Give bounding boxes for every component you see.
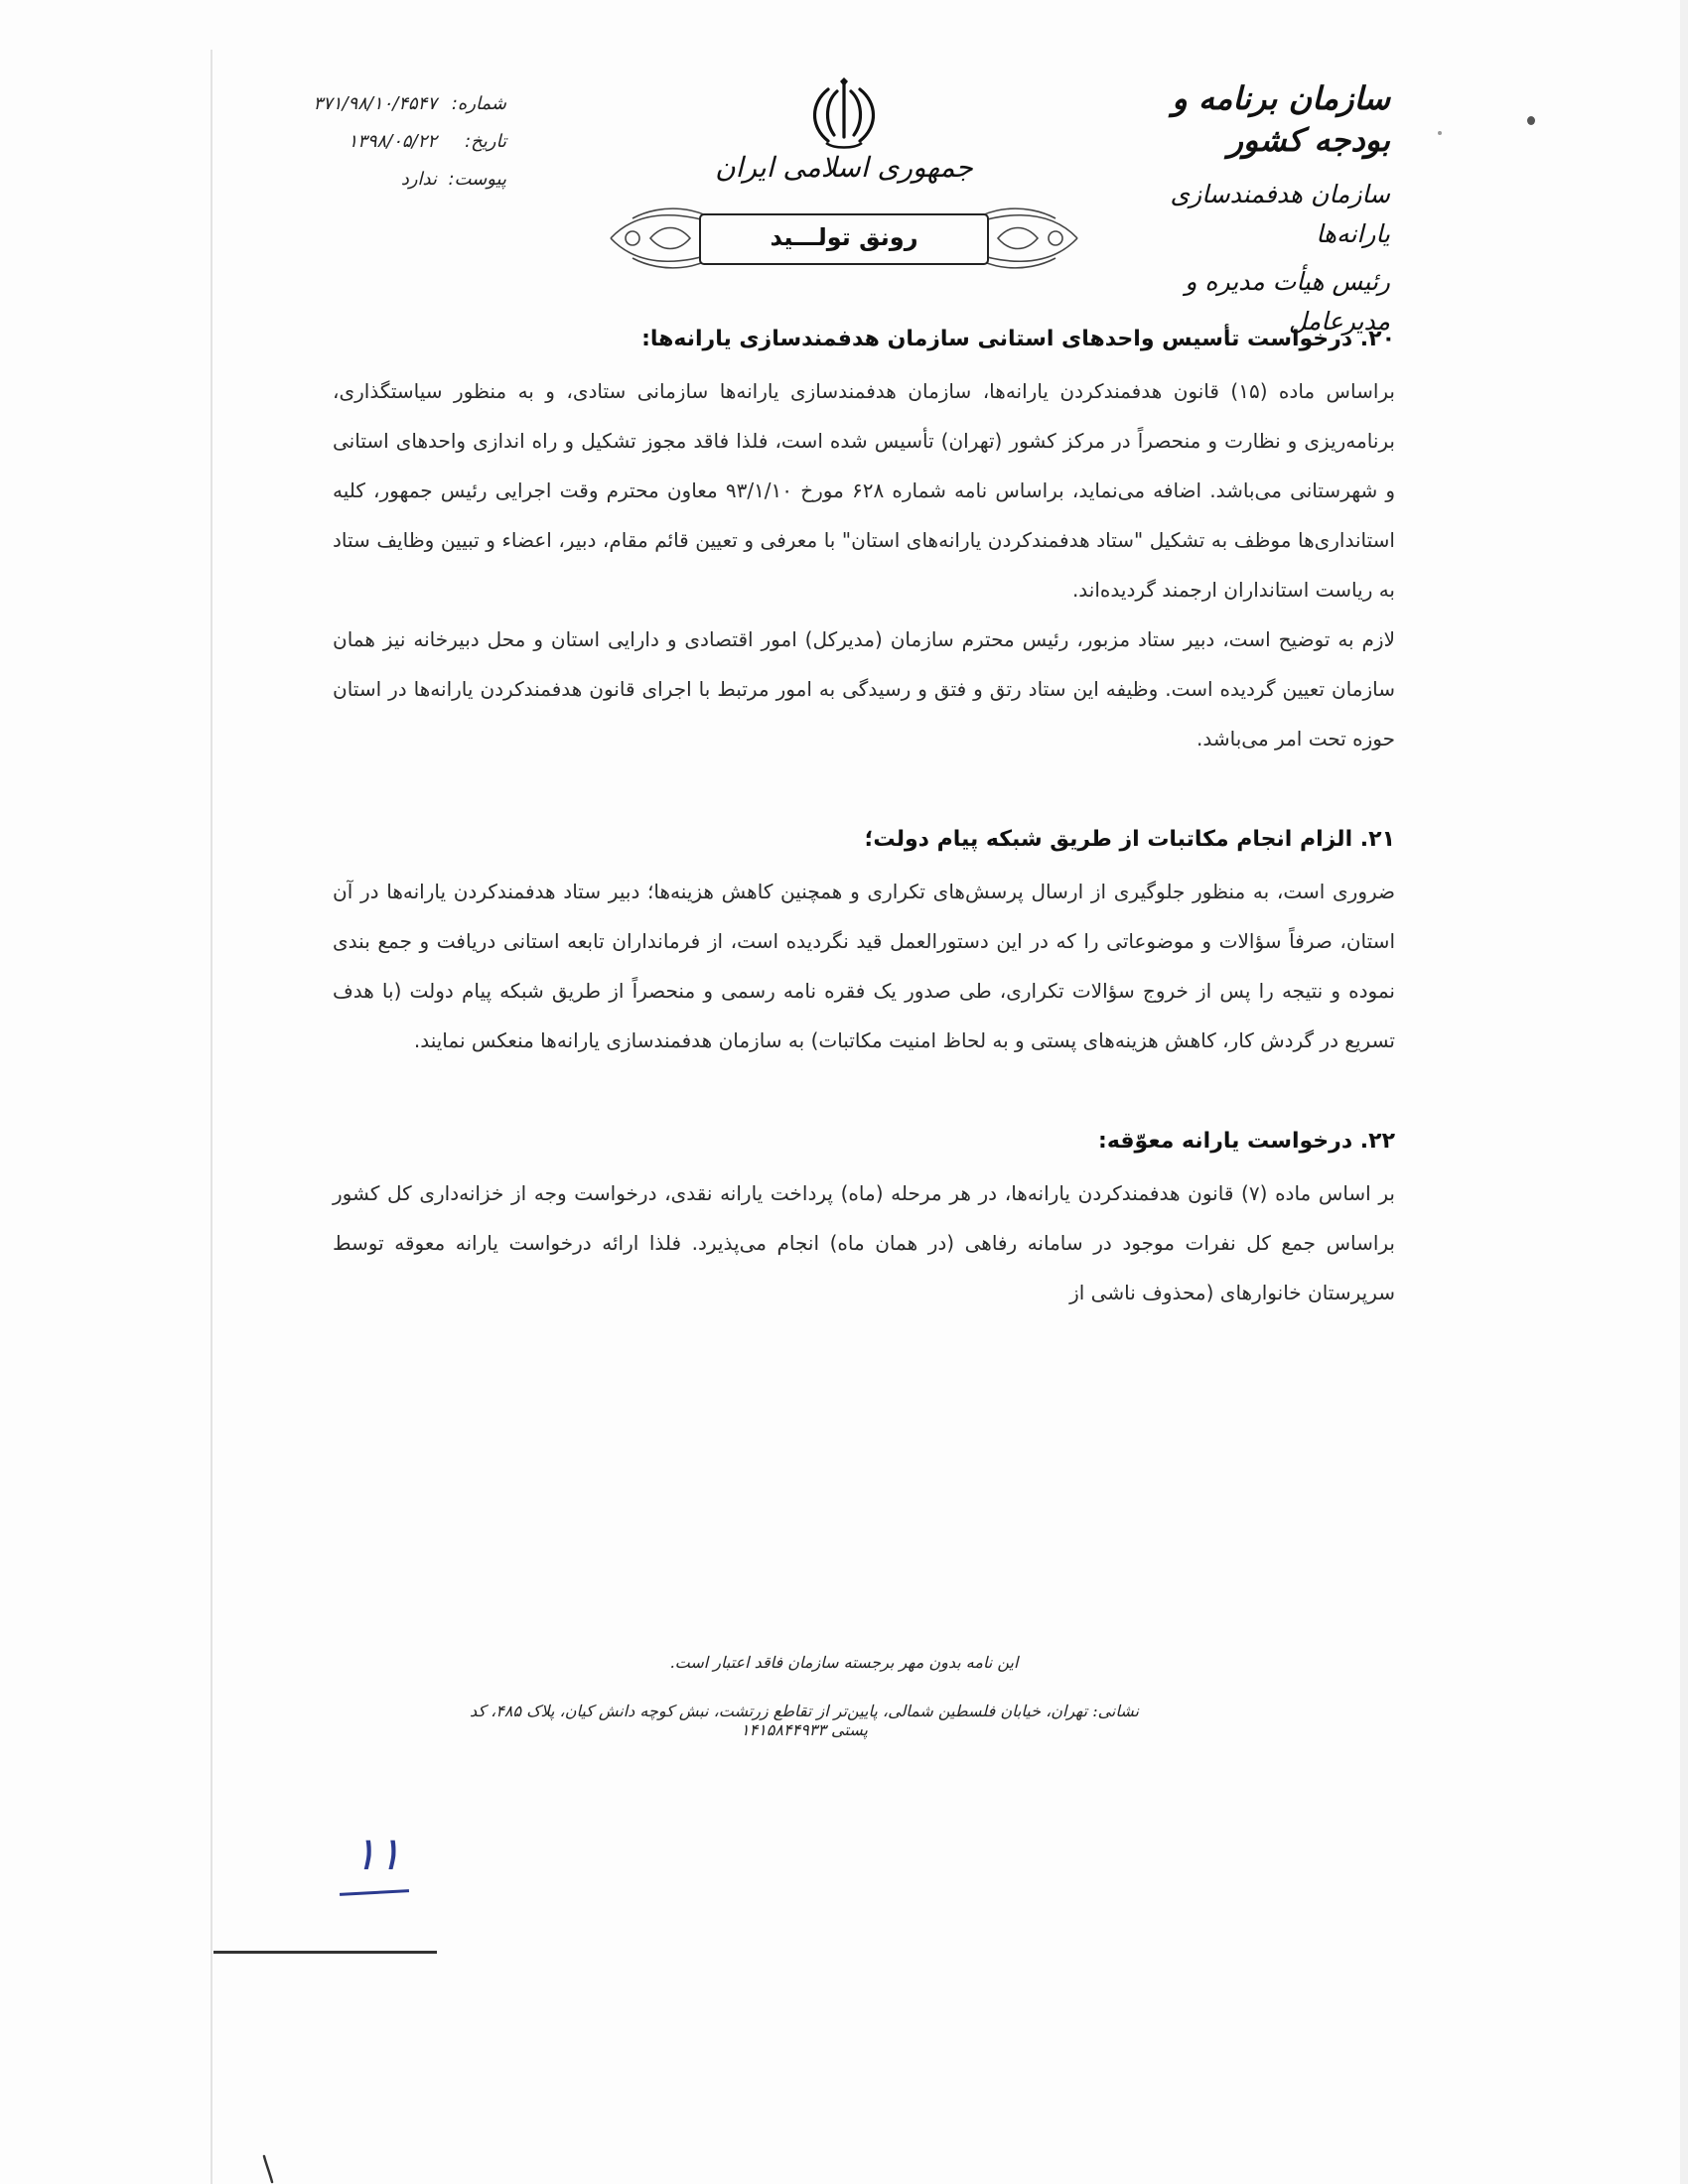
page-number-underline xyxy=(340,1889,409,1896)
section-paragraph: براساس ماده (۱۵) قانون هدفمندکردن یارانه‌ها، سازمان هدفمندسازی یارانه‌ها سازمانی ستادی، و به منظور سیاستگذاری، برنامه‌ریزی و نظارت و منحصراً در مرکز کشور (تهران) تأسیس شده است، فلذا فاقد مجوز تشکیل و راه اندازی واحدهای استانی و شهرستانی می‌باشد. اضافه می‌نماید، براساس نامه شماره ۶۲۸ مورخ ۹۳/۱/۱۰ معاون محترم وقت اجرایی رئیس جمهور، کلیه استانداری‌ها موظف به تشکیل "ستاد هدفمندکردن یارانه‌های استان" با معرفی و تعیین قائم مقام، دبیر، اعضاء و تبیین وظایف ستاد به ریاست استانداران ارجمند گردیده‌اند. xyxy=(333,379,1396,602)
banner-slogan: رونق تولـــید xyxy=(770,223,918,251)
letter-body xyxy=(333,313,1395,1317)
section-paragraph: لازم به توضیح است، دبیر ستاد مزبور، رئیس محترم سازمان (مدیرکل) امور اقتصادی و دارایی استان و محل دبیرخانه نیز همان سازمان تعیین گردیده است. وظیفه این ستاد رتق و فتق و رسیدگی به امور مرتبط با اجرای قانون هدفمندکردن یارانه‌ها در استان حوزه تحت امر می‌باشد. xyxy=(333,627,1395,751)
section-paragraph: بر اساس ماده (۷) قانون هدفمندکردن یارانه‌ها، در هر مرحله (ماه) پرداخت یارانه نقدی، درخواست وجه از خزانه‌داری کل کشور براساس جمع کل نفرات موجود در سامانه رفاهی (در همان ماه) انجام می‌پذیرد. فلذا ارائه درخواست یارانه معوقه توسط سرپرستان خانوارهای (محذوف ناشی از xyxy=(333,1181,1395,1304)
letter-number-label: شماره: xyxy=(451,93,506,114)
letter-attachment-label: پیوست: xyxy=(448,169,506,190)
signatory-title: رئیس هیأت مدیره و مدیرعامل xyxy=(1185,267,1390,336)
iran-emblem-icon xyxy=(804,77,884,155)
republic-title: جمهوری اسلامی ایران xyxy=(715,151,973,184)
organization-header xyxy=(1152,77,1390,341)
letter-date-row xyxy=(268,125,506,163)
scan-left-edge xyxy=(211,50,212,2184)
footer-validity-note: این نامه بدون مهر برجسته سازمان فاقد اعتبار است. xyxy=(669,1653,1019,1672)
org-name-primary: سازمان برنامه و بودجه کشور xyxy=(1172,79,1390,159)
corner-pen-mark xyxy=(260,2154,276,2184)
section-heading: ۲۱. الزام انجام مکاتبات از طریق شبکه پیام دولت؛ xyxy=(864,827,1395,852)
bottom-rule xyxy=(213,1951,437,1954)
letter-date-value: ۱۳۹۸/۰۵/۲۲ xyxy=(348,131,437,152)
section-heading: ۲۲. درخواست یارانه معوّقه: xyxy=(1098,1129,1395,1154)
letter-number-row xyxy=(268,87,506,125)
footer-address: نشانی: تهران، خیابان فلسطین شمالی، پایین‌تر از تقاطع زرتشت، نبش کوچه دانش کیان، پلاک ۴۸۵، کد پستی ۱۴۱۵۸۴۴۹۳۳ xyxy=(470,1702,1139,1739)
org-name-secondary: سازمان هدفمندسازی یارانه‌ها xyxy=(1170,180,1390,248)
section-heading: ۲۰. درخواست تأسیس واحدهای استانی سازمان هدفمندسازی یارانه‌ها: xyxy=(641,327,1395,351)
letter-date-label: تاریخ: xyxy=(465,131,506,152)
letter-number-value: ۳۷۱/۹۸/۱۰/۴۵۴۷ xyxy=(313,93,437,114)
scan-dot xyxy=(1438,131,1442,135)
section-paragraph: ضروری است، به منظور جلوگیری از ارسال پرسش‌های تکراری و همچنین کاهش هزینه‌ها؛ دبیر ستاد هدفمندکردن یارانه‌ها در آن استان، صرفاً سؤالات و موضوعاتی را که در این دستورالعمل قید نگردیده است، از فرمانداران تابعه استانی دریافت و جمع بندی نموده و نتیجه را پس از خروج سؤالات تکراری، طی صدور یک فقره نامه رسمی و منحصراً از طریق شبکه پیام دولت (با هدف تسریع در گردش کار، کاهش هزینه‌های پستی و به لحاظ امنیت مکاتبات) به سازمان هدفمندسازی یارانه‌ها منعکس نمایند. xyxy=(333,880,1395,1052)
handwritten-page-number: ۱۱ xyxy=(352,1827,402,1880)
section-gap xyxy=(333,1065,1395,1115)
letter-attachment-row xyxy=(268,163,506,201)
section-gap xyxy=(333,763,1395,813)
scan-dot xyxy=(1527,116,1535,125)
letter-meta xyxy=(268,87,506,201)
letter-attachment-value: ندارد xyxy=(400,169,437,190)
scan-right-edge xyxy=(1680,0,1688,2184)
